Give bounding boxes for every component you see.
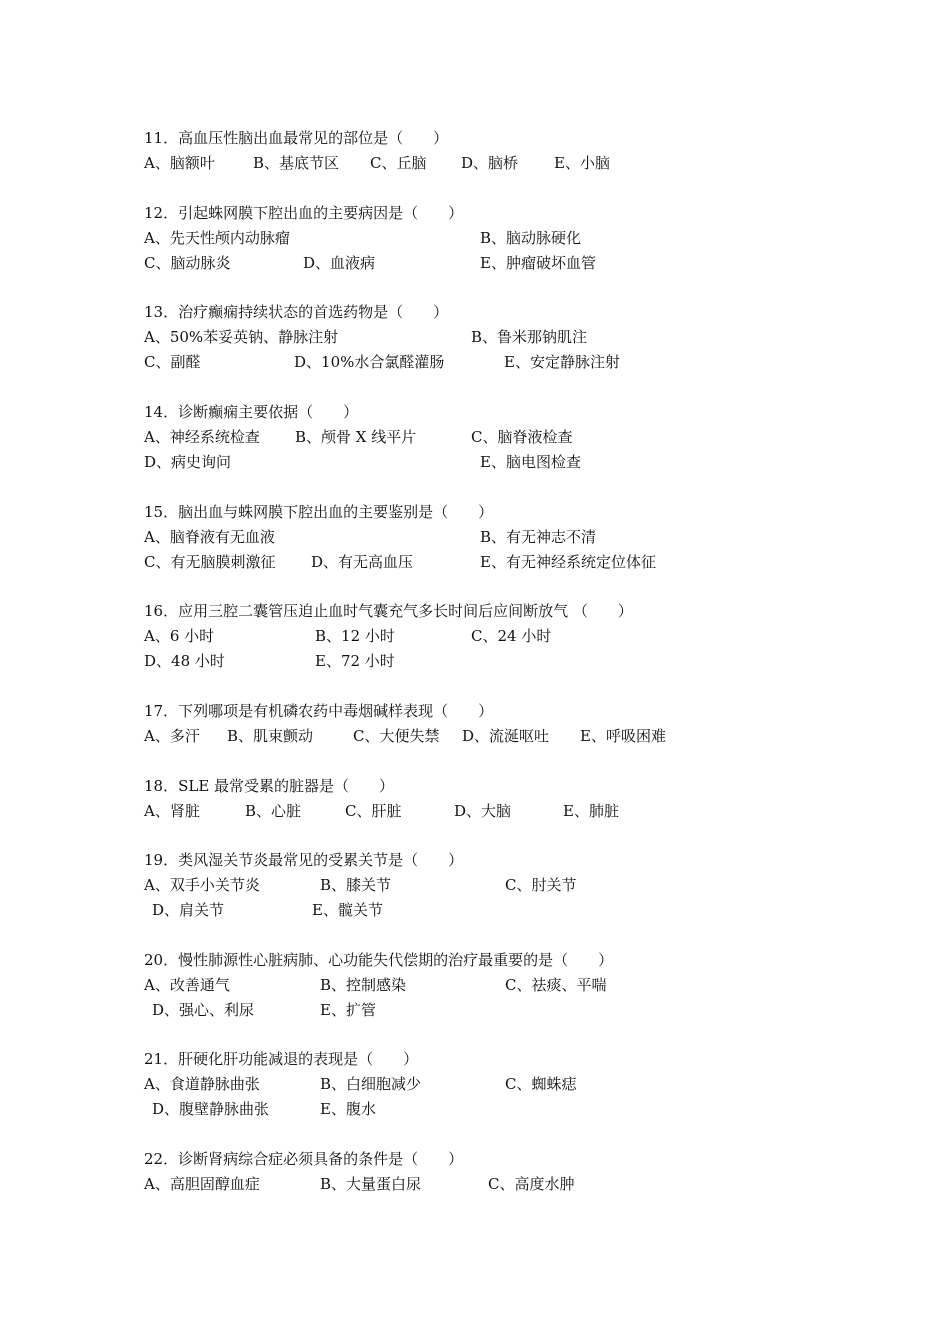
option: A、50%苯妥英钠、静脉注射 (144, 328, 339, 346)
option: B、12 小时 (315, 627, 395, 645)
option: B、有无神志不清 (480, 528, 597, 546)
option: B、鲁米那钠肌注 (471, 328, 588, 346)
option: A、神经系统检查 (144, 428, 260, 446)
option: D、流涎呕吐 (462, 727, 550, 745)
option: A、多汗 (144, 727, 200, 745)
option: A、脑额叶 (144, 154, 215, 172)
option: E、72 小时 (315, 652, 395, 670)
option: C、丘脑 (370, 154, 427, 172)
option: E、脑电图检查 (480, 453, 581, 471)
option: D、强心、利尿 (152, 1001, 255, 1019)
question-stem: 16．应用三腔二囊管压迫止血时气囊充气多长时间后应间断放气 （ ） (144, 602, 633, 620)
option: C、脑脊液检查 (471, 428, 573, 446)
option: A、先天性颅内动脉瘤 (144, 229, 290, 247)
option: C、有无脑膜刺激征 (144, 553, 276, 571)
option: A、肾脏 (144, 802, 200, 820)
question-stem: 15．脑出血与蛛网膜下腔出血的主要鉴别是（ ） (144, 503, 494, 521)
option: C、大便失禁 (353, 727, 440, 745)
question-stem: 21．肝硬化肝功能减退的表现是（ ） (144, 1050, 419, 1068)
option: C、肝脏 (345, 802, 402, 820)
option: D、大脑 (454, 802, 512, 820)
option: A、高胆固醇血症 (144, 1175, 260, 1193)
question-stem: 11．高血压性脑出血最常见的部位是（ ） (144, 129, 449, 147)
option: C、副醛 (144, 353, 201, 371)
option: E、腹水 (320, 1100, 376, 1118)
option: B、心脏 (245, 802, 302, 820)
option: A、食道静脉曲张 (144, 1075, 260, 1093)
option: A、改善通气 (144, 976, 230, 994)
option: E、有无神经系统定位体征 (480, 553, 656, 571)
option: C、24 小时 (471, 627, 552, 645)
option: E、肿瘤破坏血管 (480, 254, 596, 272)
option: D、脑桥 (461, 154, 519, 172)
question-stem: 19．类风湿关节炎最常见的受累关节是（ ） (144, 851, 464, 869)
question-stem: 18．SLE 最常受累的脏器是（ ） (144, 777, 395, 795)
question-stem: 12．引起蛛网膜下腔出血的主要病因是（ ） (144, 204, 464, 222)
option: A、6 小时 (144, 627, 215, 645)
option: B、控制感染 (320, 976, 407, 994)
question-stem: 20．慢性肺源性心脏病肺、心功能失代偿期的治疗最重要的是（ ） (144, 951, 614, 969)
option: D、腹壁静脉曲张 (152, 1100, 270, 1118)
option: E、呼吸困难 (580, 727, 666, 745)
option: B、肌束颤动 (227, 727, 314, 745)
option: D、肩关节 (152, 901, 225, 919)
option: D、有无高血压 (311, 553, 414, 571)
option: E、小脑 (554, 154, 610, 172)
question-stem: 14．诊断癫痫主要依据（ ） (144, 403, 359, 421)
option: E、髋关节 (312, 901, 383, 919)
option: E、扩管 (320, 1001, 376, 1019)
question-stem: 22．诊断肾病综合症必须具备的条件是（ ） (144, 1150, 464, 1168)
option: C、蜘蛛痣 (505, 1075, 577, 1093)
option: B、脑动脉硬化 (480, 229, 582, 247)
option: B、大量蛋白尿 (320, 1175, 422, 1193)
option: B、基底节区 (253, 154, 340, 172)
option: C、脑动脉炎 (144, 254, 231, 272)
option: C、肘关节 (505, 876, 577, 894)
option: B、膝关节 (320, 876, 392, 894)
question-stem: 17．下列哪项是有机磷农药中毒烟碱样表现（ ） (144, 702, 494, 720)
option: B、白细胞减少 (320, 1075, 422, 1093)
option: C、高度水肿 (488, 1175, 575, 1193)
option: A、脑脊液有无血液 (144, 528, 275, 546)
option: D、10%水合氯醛灌肠 (294, 353, 445, 371)
option: E、肺脏 (563, 802, 619, 820)
option: D、48 小时 (144, 652, 225, 670)
option: D、血液病 (303, 254, 376, 272)
option: B、颅骨 X 线平片 (295, 428, 417, 446)
option: D、病史询问 (144, 453, 232, 471)
question-stem: 13．治疗癫痫持续状态的首选药物是（ ） (144, 303, 449, 321)
option: A、双手小关节炎 (144, 876, 260, 894)
option: C、祛痰、平喘 (505, 976, 607, 994)
option: E、安定静脉注射 (504, 353, 620, 371)
